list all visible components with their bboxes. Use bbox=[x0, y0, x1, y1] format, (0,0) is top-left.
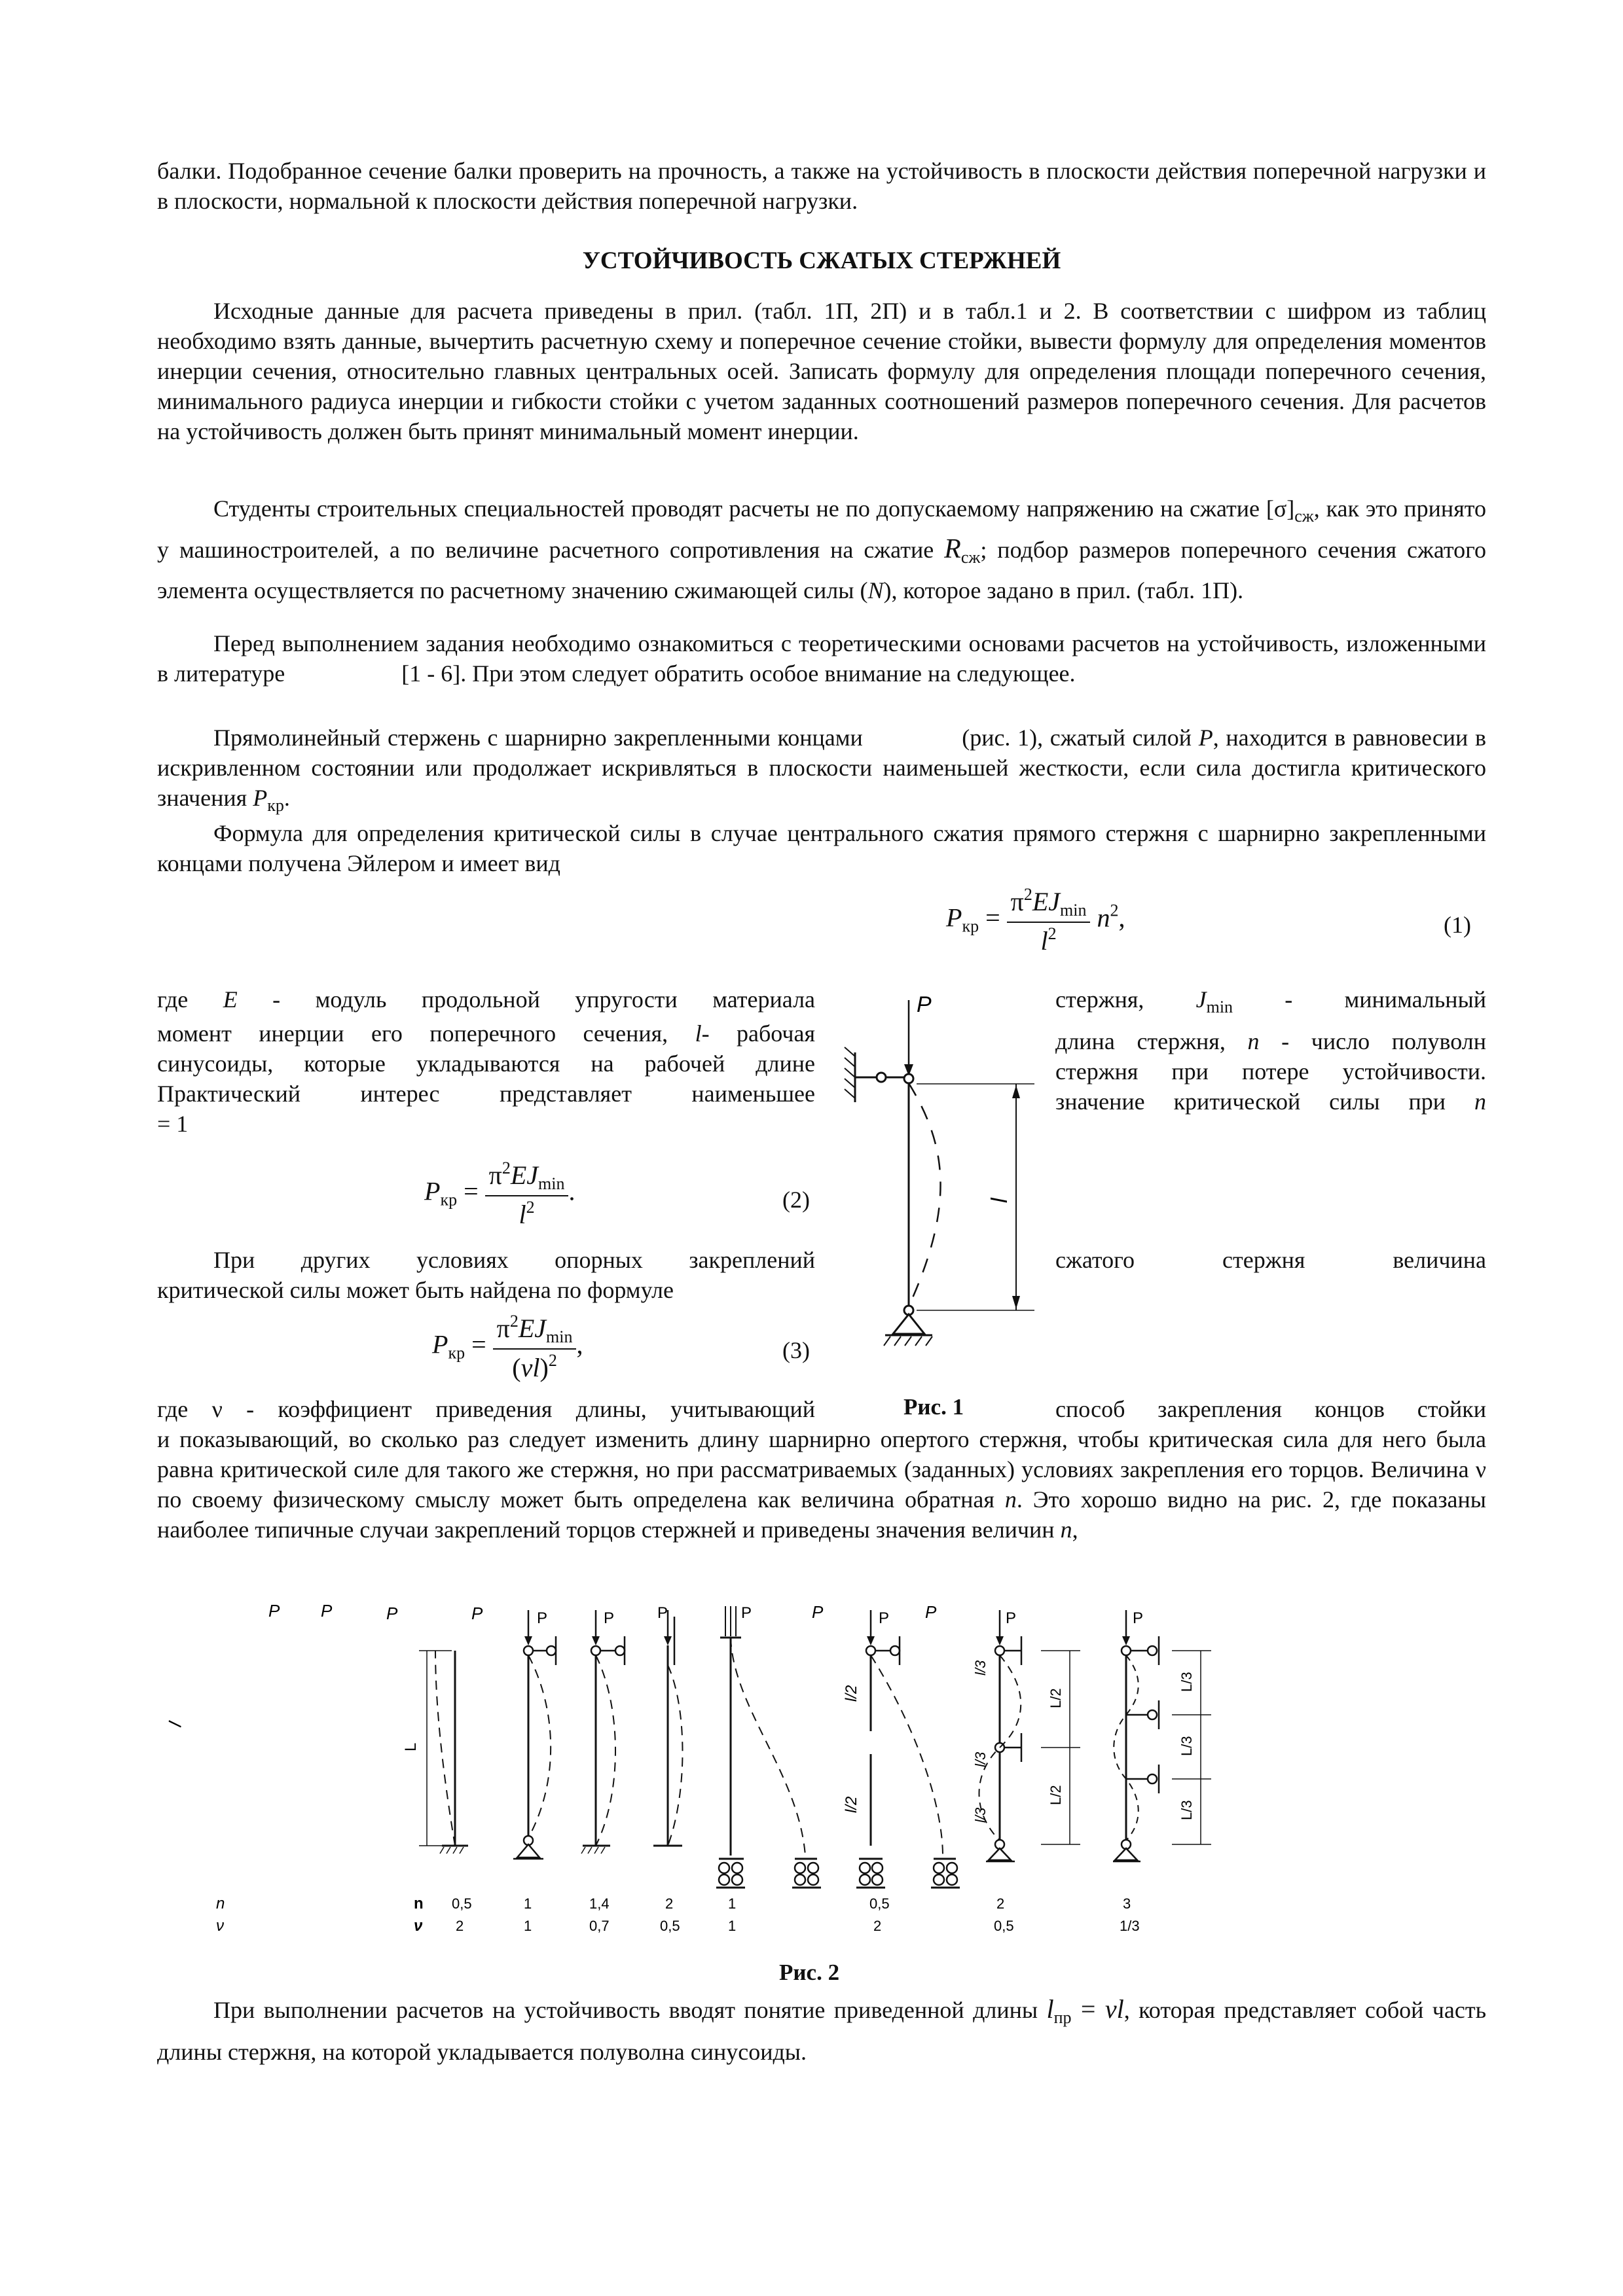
line: сжатого стержня величина bbox=[1055, 1247, 1486, 1273]
fig2-hinge bbox=[995, 1646, 1004, 1655]
fig2-case-two-spans bbox=[972, 1609, 1080, 1861]
fraction-denominator: $(\nu l)^2$ bbox=[512, 1351, 557, 1382]
nu-symbol: ν bbox=[211, 1396, 223, 1422]
nul-symbol: νl bbox=[520, 1353, 540, 1382]
formula-subscript: кр bbox=[448, 1343, 465, 1363]
l-symbol: l bbox=[519, 1200, 526, 1229]
fig2-nu-value: 0,7 bbox=[589, 1918, 610, 1934]
formula-2 bbox=[424, 1158, 575, 1230]
fig2-nu-value: 1 bbox=[524, 1918, 532, 1934]
fig2-roller bbox=[934, 1874, 944, 1885]
r-symbol: R bbox=[944, 534, 961, 564]
text-right-column bbox=[1055, 984, 1486, 1117]
formula-2-number: (2) bbox=[782, 1187, 810, 1213]
text-run: где bbox=[157, 986, 189, 1013]
superscript: 2 bbox=[501, 1158, 511, 1177]
fig2-roller bbox=[795, 1863, 805, 1873]
text-run: Студенты строительных специальностей проводят расчеты не по допускаемому напряжению на сжатие bbox=[213, 495, 1260, 522]
paragraph-intro bbox=[157, 156, 1486, 216]
subscript: пр bbox=[1053, 2008, 1072, 2027]
subscript: min bbox=[1206, 997, 1233, 1016]
line: = 1 bbox=[157, 1111, 189, 1137]
n-symbol: N bbox=[867, 577, 884, 603]
paragraph-straight-bar bbox=[157, 723, 1486, 821]
text-run: - рабочая bbox=[701, 1020, 816, 1047]
fig2-case-pinned-guided bbox=[843, 1609, 960, 1888]
ej-symbol: EJ bbox=[518, 1314, 547, 1343]
fig2-hinge bbox=[591, 1646, 600, 1655]
fig2-p-label: P bbox=[741, 1604, 752, 1622]
paragraph-text bbox=[157, 628, 1486, 689]
fig2-roller bbox=[795, 1874, 805, 1885]
line: критической силы может быть найдена по формуле bbox=[157, 1277, 674, 1303]
lpr-formula bbox=[1046, 1994, 1124, 2027]
paragraph-students bbox=[157, 492, 1486, 607]
subscript: min bbox=[1060, 901, 1087, 920]
ej-symbol: EJ bbox=[1032, 887, 1061, 916]
fig2-case-guided bbox=[716, 1604, 821, 1888]
pi-symbol: π bbox=[496, 1314, 510, 1343]
fig2-nu-value: 0,5 bbox=[994, 1918, 1014, 1934]
fig2-dim-label: L bbox=[402, 1742, 420, 1751]
fig2-dim-label: l/2 bbox=[843, 1796, 860, 1813]
fig2-roller bbox=[872, 1863, 883, 1873]
superscript: 2 bbox=[1110, 901, 1119, 920]
fig2-pin-support bbox=[517, 1844, 539, 1857]
fig1-length-label: l bbox=[987, 1198, 1012, 1203]
text-run: - минимальный bbox=[1285, 986, 1487, 1013]
text-run: по своему физическому смыслу может быть определена как величина обратная bbox=[157, 1486, 994, 1513]
fig2-row-n-label: n bbox=[216, 1895, 225, 1912]
fig2-dim-label: l/3 bbox=[972, 1807, 989, 1823]
superscript: 2 bbox=[1023, 885, 1032, 904]
superscript: 2 bbox=[1048, 924, 1057, 943]
line: синусоиды, которые укладываются на рабочей длине bbox=[157, 1050, 815, 1077]
fig2-hatch-top bbox=[725, 1606, 736, 1636]
fig2-p-label: P bbox=[604, 1609, 615, 1627]
n-symbol: n bbox=[1247, 1028, 1260, 1054]
fig1-force-label: P bbox=[917, 992, 932, 1017]
line: способ закрепления концов стойки bbox=[1055, 1396, 1486, 1422]
fig2-roller bbox=[732, 1874, 742, 1885]
superscript: 2 bbox=[509, 1312, 519, 1331]
text-run: и показывающий, во сколько раз следует изменить длину шарнирно опертого стержня, чтобы критическая сила для него была равна критической силе для такого же стержня, но при рассматриваемых (заданных) условиях закрепления его торцов. Величина bbox=[157, 1426, 1486, 1482]
n-symbol: n bbox=[1004, 1486, 1017, 1513]
fraction-denominator bbox=[1007, 923, 1091, 956]
fig2-case-pinned-pinned bbox=[513, 1609, 556, 1859]
fig1-buckled-shape bbox=[909, 1083, 941, 1306]
p-symbol: P bbox=[1198, 725, 1213, 751]
subscript: сж bbox=[1294, 507, 1314, 526]
fig2-nu-value: 2 bbox=[873, 1918, 882, 1934]
line bbox=[1055, 1026, 1486, 1056]
fig2-roller bbox=[719, 1874, 729, 1885]
text-left-column-3 bbox=[157, 1394, 815, 1424]
formula-subscript: кр bbox=[962, 916, 979, 936]
formula-symbol: P bbox=[946, 903, 962, 933]
fig2-hinge bbox=[547, 1646, 556, 1655]
subscript: сж bbox=[960, 548, 981, 567]
section-title: УСТОЙЧИВОСТЬ СЖАТЫХ СТЕРЖНЕЙ bbox=[582, 247, 1061, 274]
fig2-p-label: P bbox=[657, 1604, 668, 1622]
n-symbol: n bbox=[1097, 903, 1110, 933]
line: Практический интерес представляет наименьшее bbox=[157, 1081, 815, 1107]
paragraph-text bbox=[157, 1992, 1486, 2069]
fig2-n-value: 0,5 bbox=[869, 1895, 890, 1912]
fig2-roller bbox=[947, 1874, 957, 1885]
l-symbol: l bbox=[695, 1020, 702, 1047]
fig2-buckled-shape bbox=[668, 1665, 683, 1846]
fig2-dim-label: l/2 bbox=[843, 1685, 860, 1702]
fig2-row-nu-label: ν bbox=[216, 1917, 224, 1935]
fig2-case-fixed-pinned bbox=[581, 1609, 625, 1854]
paragraph-source-data bbox=[157, 296, 1486, 446]
formula-equals: = bbox=[464, 1176, 479, 1206]
fig2-hinge bbox=[524, 1646, 533, 1655]
fig2-nu-values bbox=[456, 1918, 1140, 1934]
text-run: стержня, bbox=[1055, 986, 1144, 1013]
fig2-p-label: P bbox=[1133, 1609, 1144, 1627]
fig2-buckled-shape bbox=[528, 1655, 551, 1838]
fig2-hinge bbox=[890, 1646, 900, 1655]
line bbox=[157, 1018, 815, 1049]
fig2-dim-label: L/3 bbox=[1178, 1800, 1195, 1820]
fig2-nu-value: 0,5 bbox=[660, 1918, 680, 1934]
n-symbol: n bbox=[1060, 1516, 1072, 1543]
fig2-arrowhead bbox=[996, 1636, 1004, 1645]
fig2-nu-value: 2 bbox=[456, 1918, 464, 1934]
fig2-n-value: 3 bbox=[1123, 1895, 1131, 1912]
fig2-roller bbox=[732, 1863, 742, 1873]
fraction-denominator bbox=[485, 1196, 569, 1230]
formula-fraction bbox=[1007, 885, 1091, 956]
paragraph-text bbox=[157, 492, 1486, 607]
line: стержня при потере устойчивости. bbox=[1055, 1058, 1486, 1085]
formula-1 bbox=[946, 885, 1125, 956]
fig2-n-value: 1,4 bbox=[589, 1895, 610, 1912]
fig2-length-label: l bbox=[164, 1719, 186, 1729]
fig2-p-label: P bbox=[925, 1602, 937, 1622]
paragraph-text: Формула для определения критической силы в случае центрального сжатия прямого стержня с шарнирно закрепленными концами получена Эйлером и имеет вид bbox=[157, 820, 1486, 876]
fig2-row-n-bold: n bbox=[414, 1895, 424, 1912]
fig2-p-label: P bbox=[321, 1601, 333, 1621]
fig1-hinge-top bbox=[904, 1074, 913, 1083]
paragraph-text: балки. Подобранное сечение балки проверить на прочность, а также на устойчивость в плоскости действия поперечной нагрузки и в плоскости, нормальной к плоскости действия поперечной нагрузки. bbox=[157, 158, 1486, 214]
text-run: ; подбор размеров поперечного сечения сжатого элемента осуществляется по расчетному значению сжимающей силы ( bbox=[157, 537, 1487, 603]
text-run: [1 - 6]. При этом следует обратить особое внимание на следующее. bbox=[401, 660, 1076, 687]
fig2-roller bbox=[872, 1874, 883, 1885]
text-run: ), которое задано в прил. (табл. 1П). bbox=[883, 577, 1244, 603]
formula-symbol: P bbox=[432, 1329, 448, 1359]
fig2-dim-label: l/3 bbox=[972, 1751, 989, 1767]
fig2-p-label: P bbox=[537, 1609, 548, 1627]
text-run: где bbox=[157, 1396, 189, 1422]
nul-symbol: νl bbox=[1104, 1994, 1124, 2024]
l-symbol: l bbox=[1040, 926, 1048, 956]
text-run: - коэффициент приведения длины, учитывающий bbox=[246, 1396, 816, 1422]
paragraph-text bbox=[157, 723, 1486, 821]
fig2-n-value: 2 bbox=[665, 1895, 674, 1912]
fig2-hinge bbox=[1122, 1646, 1131, 1655]
fig2-n-value: 1 bbox=[728, 1895, 737, 1912]
text-run: - модуль продольной упругости материала bbox=[272, 986, 816, 1013]
text-right-column-2 bbox=[1055, 1245, 1486, 1275]
fig2-case-fixed-fixed bbox=[653, 1604, 683, 1846]
fig2-nu-value: 1 bbox=[728, 1918, 737, 1934]
formula-fraction bbox=[485, 1158, 569, 1230]
fig2-hinge bbox=[1148, 1774, 1157, 1784]
fraction-numerator bbox=[485, 1158, 569, 1196]
text-run: (рис. 1), сжатый силой bbox=[962, 725, 1192, 751]
line: При других условиях опорных закреплений bbox=[213, 1247, 815, 1273]
fig2-arrowhead bbox=[524, 1636, 532, 1645]
fig2-p-label: P bbox=[268, 1601, 280, 1621]
pkr-symbol: P bbox=[253, 785, 268, 811]
fig2-dim-label: L/2 bbox=[1048, 1688, 1064, 1708]
fig2-buckled-shape bbox=[731, 1638, 805, 1856]
nu-symbol: ν bbox=[1475, 1456, 1487, 1482]
fig2-hatch bbox=[581, 1847, 605, 1854]
figure-2-caption: Рис. 2 bbox=[779, 1960, 840, 1985]
fig2-n-value: 1 bbox=[524, 1895, 532, 1912]
text-run: , bbox=[1072, 1516, 1078, 1543]
fraction-numerator bbox=[493, 1312, 577, 1350]
fig2-n-values bbox=[452, 1895, 1131, 1912]
formula-3 bbox=[432, 1312, 583, 1383]
fig1-pin-support bbox=[893, 1314, 924, 1334]
text-run: , находится в равновесии в искривленном состоянии или продолжает искривляться в плоскости наименьшей жесткости, если сила достигла критического значения bbox=[157, 725, 1487, 811]
fig2-arrowhead bbox=[867, 1636, 875, 1645]
fig2-p-label: P bbox=[1006, 1609, 1017, 1627]
fig2-p-label: P bbox=[386, 1604, 398, 1623]
fig2-roller bbox=[719, 1863, 729, 1873]
fig2-dim-label: L/3 bbox=[1178, 1736, 1195, 1756]
fig2-roller bbox=[947, 1863, 957, 1873]
pi-symbol: π bbox=[488, 1160, 502, 1190]
j-symbol: J bbox=[1195, 986, 1207, 1013]
subscript: min bbox=[538, 1174, 565, 1193]
fig1-wall-hatch bbox=[845, 1047, 855, 1098]
pi-symbol: π bbox=[1010, 887, 1024, 916]
fig2-dim-label: L/3 bbox=[1178, 1672, 1195, 1692]
paragraph-before-task bbox=[157, 628, 1486, 689]
fig1-ground-hatch bbox=[884, 1336, 932, 1346]
fig2-roller bbox=[808, 1863, 818, 1873]
text-run: момент инерции его поперечного сечения, bbox=[157, 1020, 668, 1047]
paragraph-reduced-length bbox=[157, 1992, 1486, 2069]
subscript: кр bbox=[267, 796, 284, 815]
e-symbol: E bbox=[223, 986, 238, 1013]
text-run: значение критической силы при bbox=[1055, 1088, 1446, 1115]
fig2-roller bbox=[860, 1863, 870, 1873]
paragraph-text: Исходные данные для расчета приведены в прил. (табл. 1П, 2П) и в табл.1 и 2. В соответствии с шифром из таблиц необходимо взять данные, вычертить расчетную схему и поперечное сечение стойки, вывести формулу для определения моментов инерции сечения, относительно главных центральных осей. Записать формулу для определения площади поперечного сечения, минимального радиуса инерции и гибкости стойки с учетом заданных соотношений размеров поперечного сечения. Для расчетов на устойчивость должен быть принят минимальный момент инерции. bbox=[157, 298, 1486, 444]
formula-3-number: (3) bbox=[782, 1337, 810, 1363]
formula-1-number: (1) bbox=[1444, 912, 1471, 938]
line bbox=[1055, 1086, 1486, 1117]
figure-1-euler-column bbox=[825, 987, 1054, 1380]
fig2-n-value: 0,5 bbox=[452, 1895, 472, 1912]
subscript: min bbox=[546, 1327, 573, 1346]
paragraph-nu bbox=[157, 1424, 1486, 1545]
fig2-dim-label: l/3 bbox=[972, 1660, 989, 1676]
formula-equals: = bbox=[985, 903, 1000, 933]
n-symbol: n bbox=[1474, 1088, 1486, 1115]
fig2-arrowhead bbox=[664, 1636, 672, 1645]
fig2-row-nu-bold: ν bbox=[414, 1917, 423, 1935]
figure-1-caption: Рис. 1 bbox=[903, 1394, 964, 1420]
fig2-hinge bbox=[615, 1646, 625, 1655]
fig2-arrowhead bbox=[592, 1636, 600, 1645]
superscript: 2 bbox=[526, 1198, 535, 1217]
fig2-arrowhead bbox=[1122, 1636, 1130, 1645]
fig2-dim-label: L/2 bbox=[1048, 1785, 1064, 1805]
formula-fraction bbox=[493, 1312, 577, 1383]
fig1-dim-arrow bbox=[1012, 1085, 1020, 1098]
fig2-hinge bbox=[1148, 1710, 1157, 1719]
fig2-pin-support bbox=[1115, 1848, 1137, 1860]
text-left-column-2 bbox=[157, 1245, 815, 1305]
superscript: 2 bbox=[548, 1351, 557, 1370]
fig2-p-label: P bbox=[812, 1602, 824, 1622]
text-run: Прямолинейный стержень с шарнирно закрепленными концами bbox=[213, 725, 863, 751]
paragraph-euler bbox=[157, 818, 1486, 878]
fig2-case-fixed-free bbox=[402, 1651, 468, 1854]
l-symbol: l bbox=[1046, 1994, 1054, 2024]
fig2-case-three-spans bbox=[1113, 1609, 1211, 1861]
line bbox=[1055, 984, 1486, 1022]
formula-comma: , bbox=[576, 1329, 583, 1359]
fig2-buckled-shape bbox=[435, 1651, 455, 1846]
fig2-buckled-shape bbox=[596, 1655, 615, 1846]
fig2-p-label: P bbox=[879, 1609, 890, 1627]
fig2-pin-support bbox=[989, 1848, 1011, 1860]
formula-dot: . bbox=[568, 1176, 575, 1206]
fig2-hinge bbox=[866, 1646, 875, 1655]
text-run: При выполнении расчетов на устойчивость вводят понятие приведенной длины bbox=[213, 1997, 1038, 2023]
text-run: длина стержня, bbox=[1055, 1028, 1226, 1054]
text-left-column bbox=[157, 984, 815, 1139]
fig2-nu-value: 1/3 bbox=[1120, 1918, 1140, 1934]
fig2-roller bbox=[860, 1874, 870, 1885]
fig2-roller bbox=[934, 1863, 944, 1873]
fig2-n-value: 2 bbox=[996, 1895, 1005, 1912]
formula-symbol: P bbox=[424, 1176, 441, 1206]
sigma-symbol: [σ] bbox=[1266, 495, 1295, 522]
text-run: , которая представляет собой часть длины стержня, на которой укладывается полуволна синусоиды. bbox=[157, 1997, 1487, 2065]
ej-symbol: EJ bbox=[510, 1160, 539, 1190]
fig2-p-label: P bbox=[471, 1604, 483, 1623]
formula-comma: , bbox=[1118, 903, 1125, 933]
paragraph-text bbox=[157, 1424, 1486, 1545]
text-run: . bbox=[283, 785, 290, 811]
fig2-roller bbox=[808, 1874, 818, 1885]
fig2-hatch bbox=[440, 1847, 464, 1854]
line bbox=[157, 984, 815, 1014]
fig1-hinge-left bbox=[877, 1073, 886, 1082]
formula-subscript: кр bbox=[440, 1190, 458, 1210]
formula-equals: = bbox=[471, 1329, 486, 1359]
text-run: . Это хорошо видно на рис. 2, где показаны наиболее типичные случаи закреплений торцов стержней и приведены значения величин bbox=[157, 1486, 1486, 1543]
text-right-column-3 bbox=[1055, 1394, 1486, 1424]
fig1-dim-arrow bbox=[1012, 1296, 1020, 1309]
fig2-hinge bbox=[1148, 1646, 1157, 1655]
text-run: , как это принято у машиностроителей, а по величине расчетного сопротивления на сжатие bbox=[157, 495, 1487, 563]
text-run: Перед выполнением задания необходимо ознакомиться с теоретическими основами расчетов на устойчивость, изложенными в литературе bbox=[157, 630, 1486, 687]
formula-equals: = bbox=[1080, 1994, 1096, 2024]
text-run: - число полуволн bbox=[1281, 1028, 1487, 1054]
fig2-buckled-shape bbox=[871, 1655, 943, 1856]
line bbox=[157, 1394, 815, 1424]
fraction-numerator bbox=[1007, 885, 1091, 923]
figure-2-support-cases bbox=[164, 1597, 1414, 1937]
